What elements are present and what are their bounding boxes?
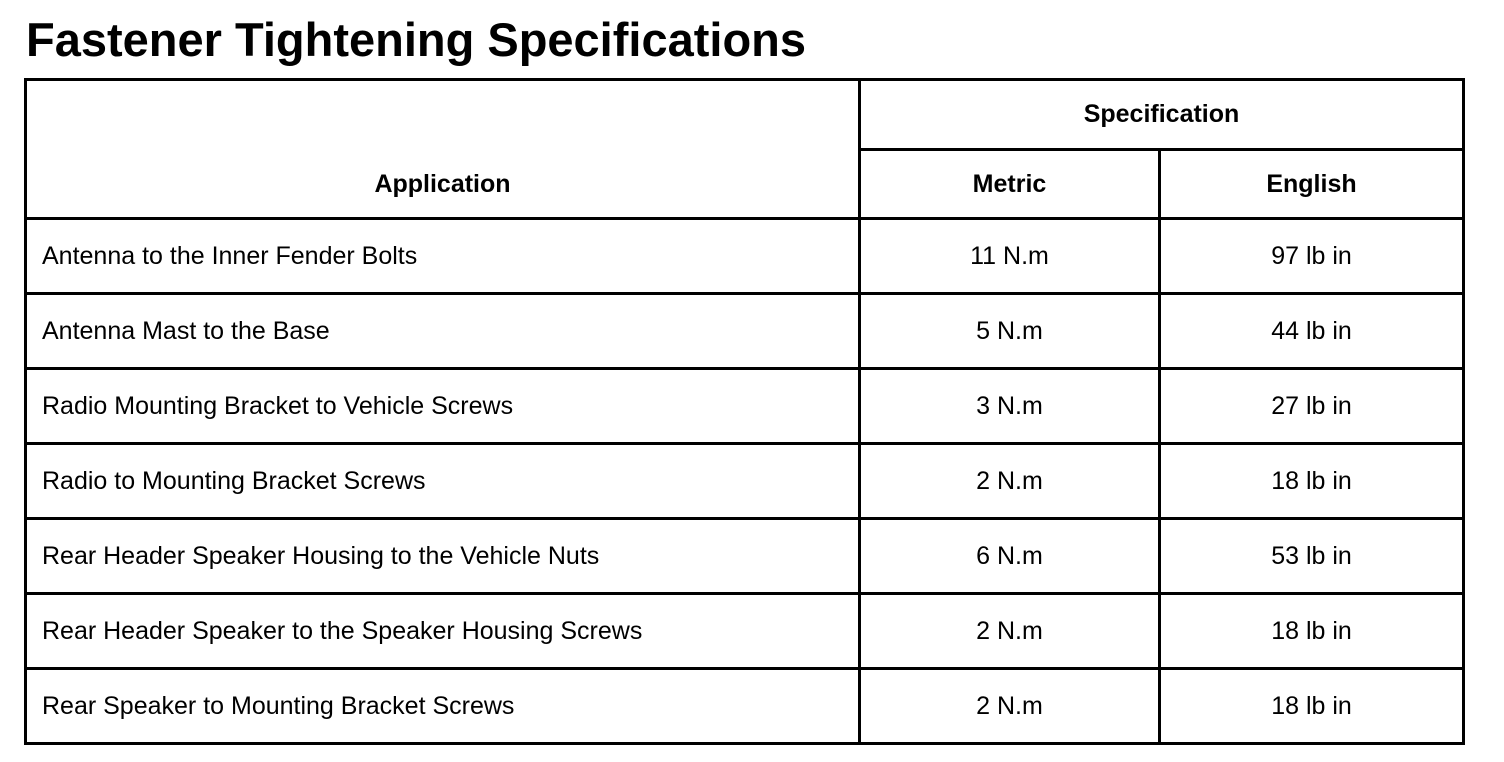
table-row [26, 594, 1464, 669]
english-cell: 53 lb in [1160, 519, 1464, 594]
english-cell: 18 lb in [1160, 444, 1464, 519]
table-row [26, 669, 1464, 744]
table-row [26, 444, 1464, 519]
application-cell: Radio to Mounting Bracket Screws [26, 444, 860, 519]
column-header-english: English [1160, 150, 1464, 219]
application-cell: Antenna Mast to the Base [26, 294, 860, 369]
column-header-specification: Specification [860, 80, 1464, 150]
metric-cell: 5 N.m [860, 294, 1160, 369]
metric-cell: 3 N.m [860, 369, 1160, 444]
metric-cell: 6 N.m [860, 519, 1160, 594]
english-cell: 18 lb in [1160, 594, 1464, 669]
english-cell: 44 lb in [1160, 294, 1464, 369]
table-row [26, 219, 1464, 294]
application-cell: Rear Speaker to Mounting Bracket Screws [26, 669, 860, 744]
application-cell: Radio Mounting Bracket to Vehicle Screws [26, 369, 860, 444]
application-cell: Rear Header Speaker Housing to the Vehicle Nuts [26, 519, 860, 594]
column-header-metric: Metric [860, 150, 1160, 219]
metric-cell: 2 N.m [860, 594, 1160, 669]
fastener-spec-table [24, 78, 1465, 745]
english-cell: 27 lb in [1160, 369, 1464, 444]
header-row-top [26, 80, 1464, 150]
column-header-application: Application [26, 80, 860, 219]
english-cell: 18 lb in [1160, 669, 1464, 744]
table-row [26, 369, 1464, 444]
english-cell: 97 lb in [1160, 219, 1464, 294]
application-cell: Rear Header Speaker to the Speaker Housing Screws [26, 594, 860, 669]
metric-cell: 2 N.m [860, 669, 1160, 744]
page-title: Fastener Tightening Specifications [26, 13, 806, 66]
metric-cell: 11 N.m [860, 219, 1160, 294]
table-row [26, 519, 1464, 594]
application-cell: Antenna to the Inner Fender Bolts [26, 219, 860, 294]
table-row [26, 294, 1464, 369]
metric-cell: 2 N.m [860, 444, 1160, 519]
